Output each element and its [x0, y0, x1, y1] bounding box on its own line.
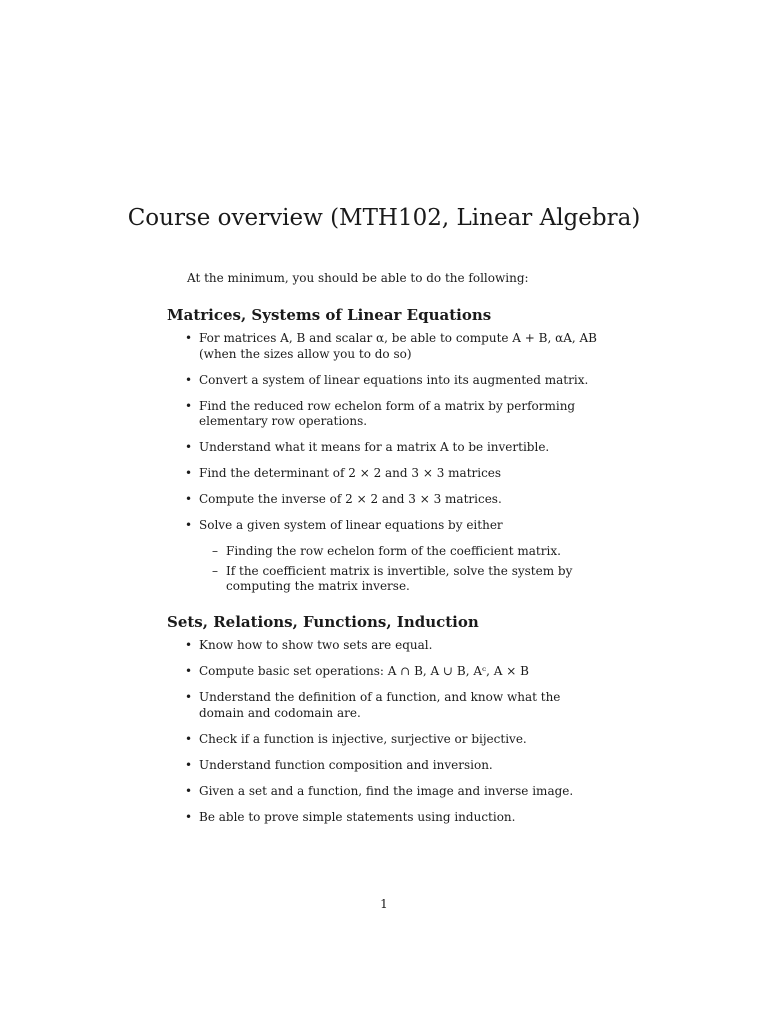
page-title: Course overview (MTH102, Linear Algebra): [127, 205, 641, 231]
list-item: • Compute the inverse of 2 × 2 and 3 × 3 matrices.: [185, 492, 605, 508]
list-item: • Check if a function is injective, surjective or bijective.: [185, 732, 605, 748]
sub-list: [199, 544, 605, 595]
list-item-label: Solve a given system of linear equations by either: [199, 518, 503, 532]
list-item: • Understand the definition of a function, and know what the domain and codomain are.: [185, 690, 605, 721]
list-item: • For matrices A, B and scalar α, be able to compute A + B, αA, AB (when the sizes allow you to do so): [185, 331, 605, 362]
page-number: 1: [380, 897, 388, 911]
list-item: • Be able to prove simple statements using induction.: [185, 810, 605, 826]
list-item: • Compute basic set operations: A ∩ B, A ∪ B, Aᶜ, A × B: [185, 664, 605, 680]
list-item: • Understand function composition and inversion.: [185, 758, 605, 774]
list-item: • Know how to show two sets are equal.: [185, 638, 605, 654]
list-item: • Find the determinant of 2 × 2 and 3 × 3 matrices: [185, 466, 605, 482]
intro-text: At the minimum, you should be able to do the following:: [187, 271, 529, 285]
list-item-solve: [185, 518, 605, 595]
list-item: • Understand what it means for a matrix A to be invertible.: [185, 440, 605, 456]
matrices-list: [185, 331, 605, 605]
list-item: • Convert a system of linear equations into its augmented matrix.: [185, 373, 605, 389]
sub-list-item: – Finding the row echelon form of the coefficient matrix.: [199, 544, 605, 560]
section-heading-matrices: Matrices, Systems of Linear Equations: [167, 306, 492, 324]
sub-list-item: – If the coefficient matrix is invertible, solve the system by computing the matrix inverse.: [199, 564, 605, 595]
sets-list: [185, 638, 605, 836]
list-item: • Find the reduced row echelon form of a matrix by performing elementary row operations.: [185, 399, 605, 430]
list-item: • Given a set and a function, find the image and inverse image.: [185, 784, 605, 800]
section-heading-sets: Sets, Relations, Functions, Induction: [167, 613, 479, 631]
